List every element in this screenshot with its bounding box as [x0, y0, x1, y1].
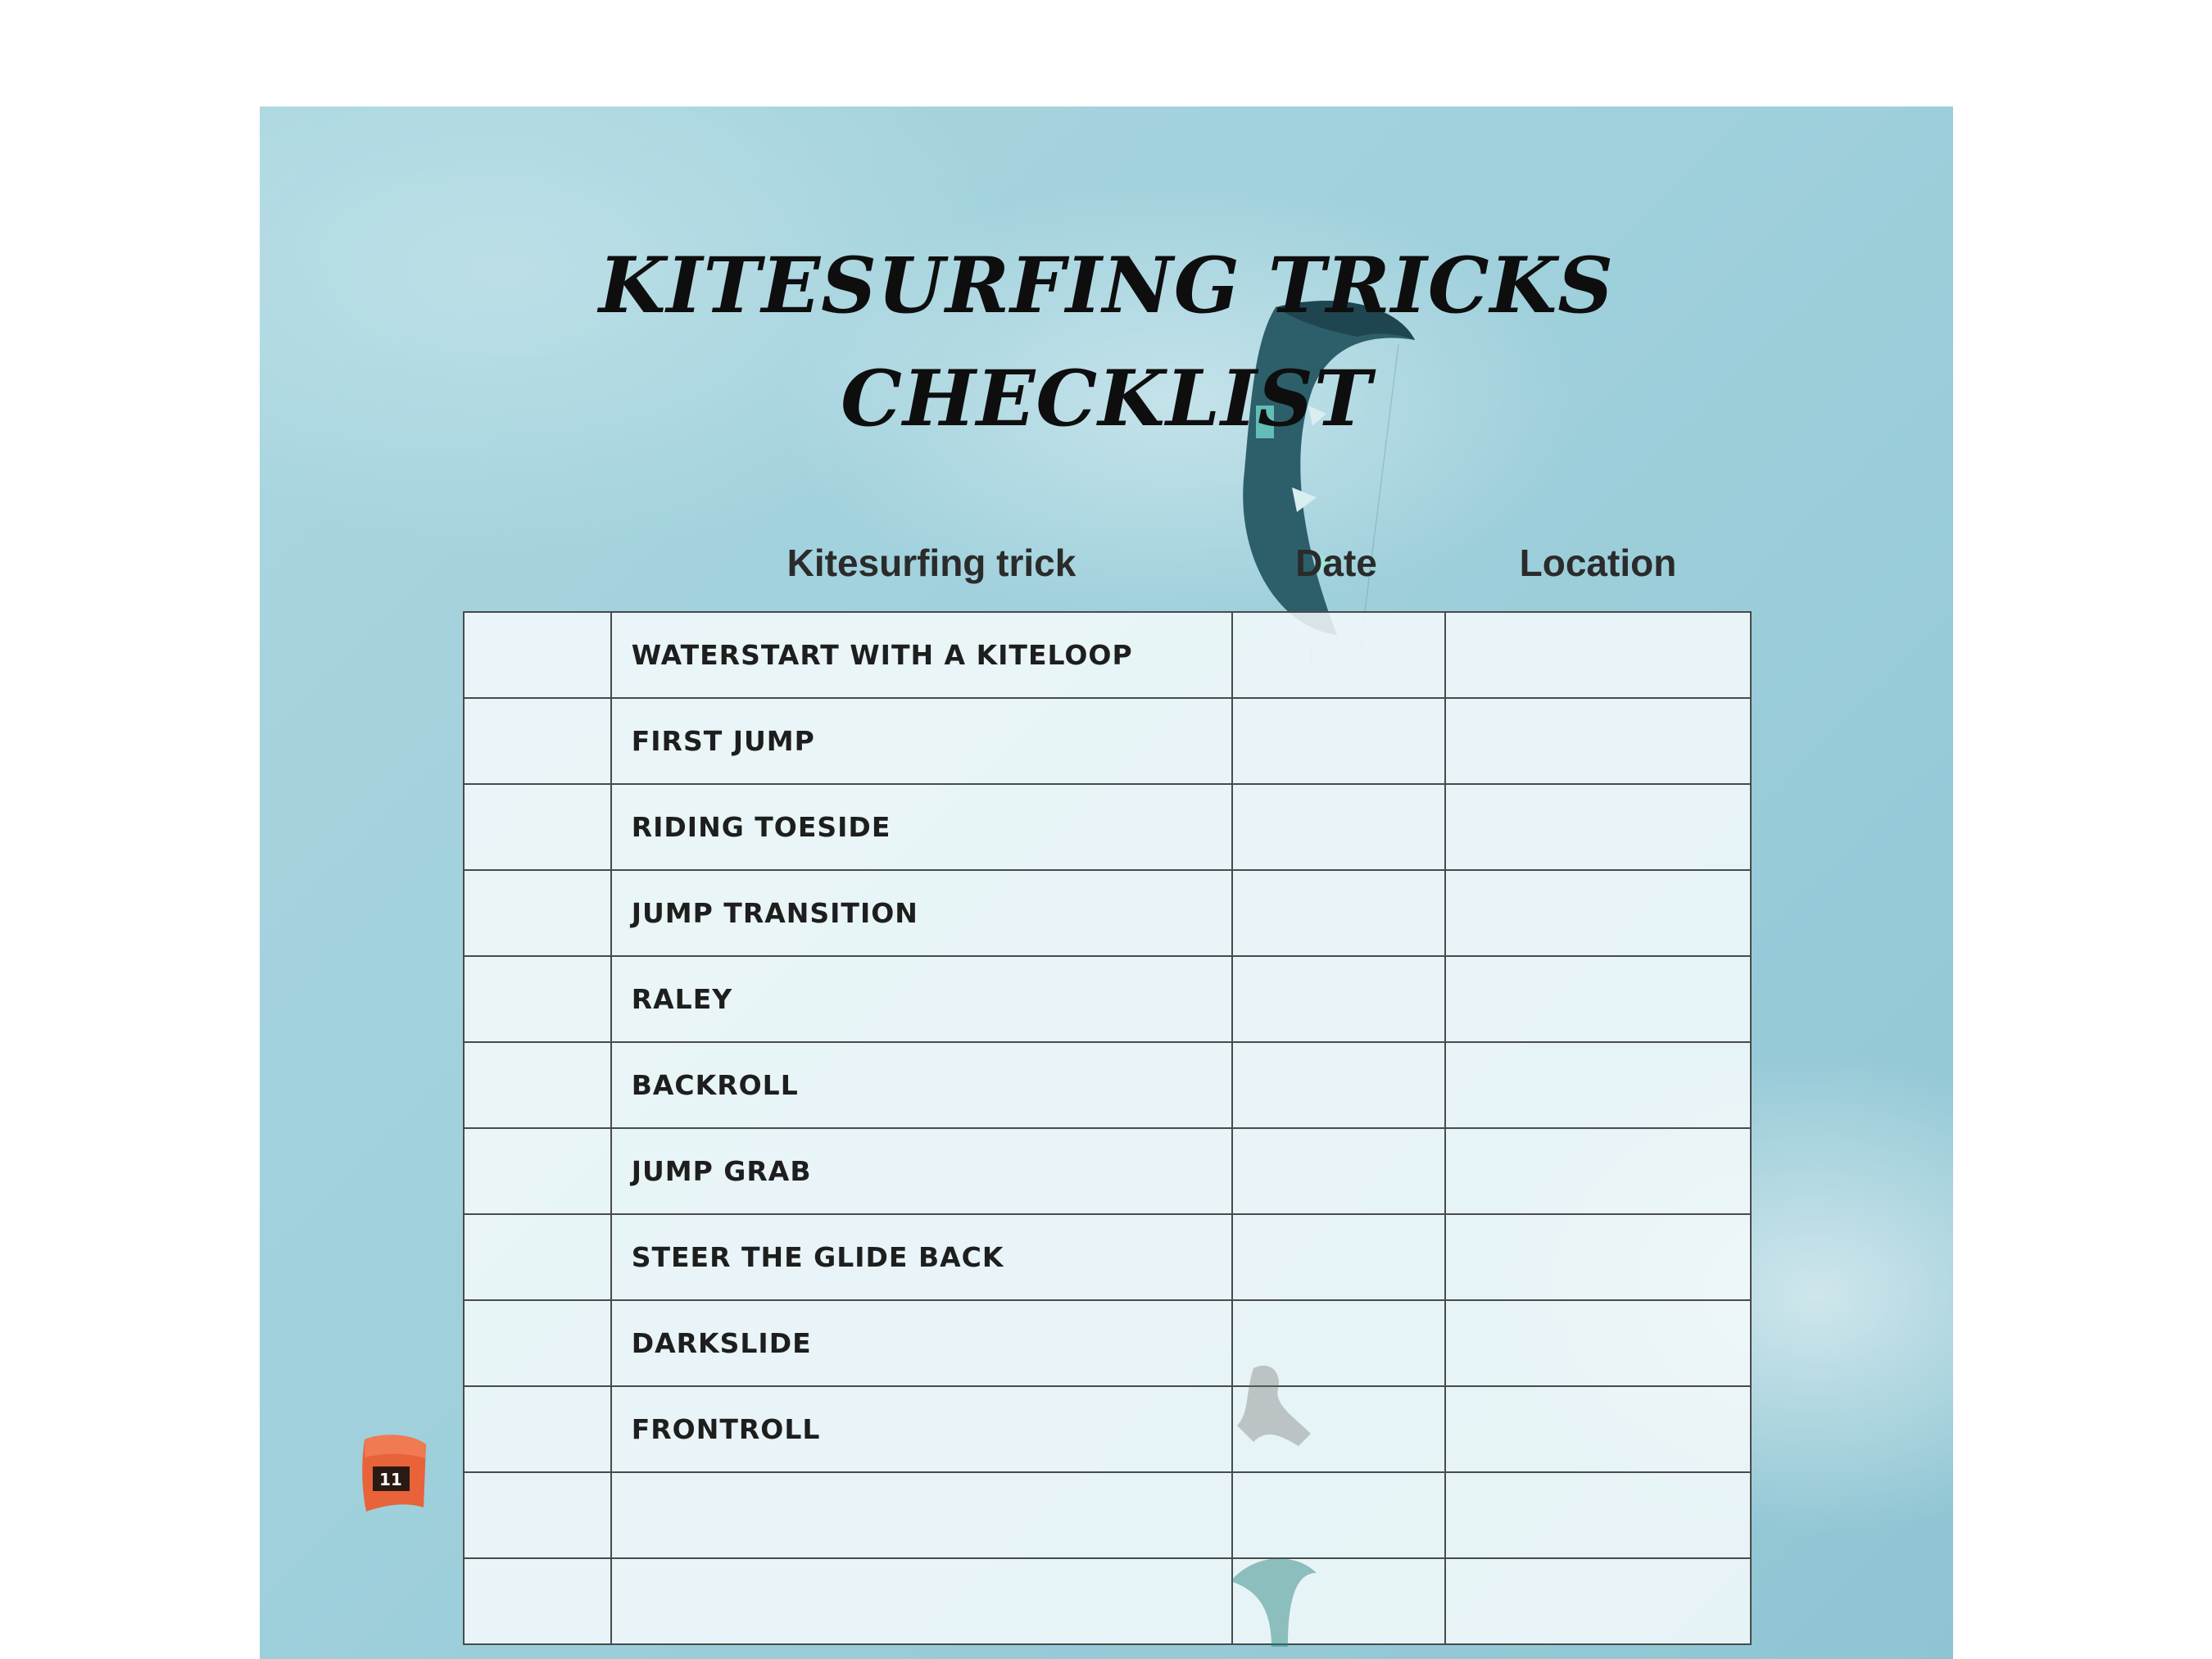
- trick-cell: [611, 784, 1232, 870]
- check-box-cell[interactable]: [464, 1214, 611, 1300]
- check-box-cell[interactable]: [464, 1128, 611, 1214]
- trick-name: STEER THE GLIDE BACK: [631, 1241, 1004, 1273]
- trick-cell[interactable]: [611, 1472, 1232, 1558]
- check-box-cell[interactable]: [464, 612, 611, 698]
- trick-name: JUMP TRANSITION: [631, 897, 918, 929]
- orange-kite-photo: [356, 1430, 430, 1520]
- small-kite-photo: [1222, 1548, 1321, 1647]
- table-row: [464, 1214, 1751, 1300]
- trick-cell: [611, 956, 1232, 1042]
- trick-cell: [611, 612, 1232, 698]
- title-line-1: KITESURFING TRICKS: [598, 241, 1615, 331]
- table-row: [464, 956, 1751, 1042]
- table-row: [464, 1042, 1751, 1128]
- header-trick: Kitesurfing trick: [786, 542, 1077, 584]
- check-box-cell[interactable]: [464, 1472, 611, 1558]
- trick-cell: [611, 870, 1232, 956]
- table-row: [464, 1128, 1751, 1214]
- date-cell[interactable]: [1232, 698, 1445, 784]
- table-row: [464, 870, 1751, 956]
- check-box-cell[interactable]: [464, 1386, 611, 1472]
- location-cell[interactable]: [1445, 1214, 1751, 1300]
- kitesurfer-photo: [1221, 1352, 1319, 1466]
- location-cell[interactable]: [1445, 1042, 1751, 1128]
- date-cell[interactable]: [1232, 1042, 1445, 1128]
- table-row: [464, 1386, 1751, 1472]
- trick-name: FRONTROLL: [631, 1413, 821, 1445]
- title-line-2: CHECKLIST: [841, 354, 1372, 444]
- date-cell[interactable]: [1232, 1472, 1445, 1558]
- date-cell[interactable]: [1232, 956, 1445, 1042]
- trick-cell[interactable]: [611, 1558, 1232, 1644]
- table-row: [464, 1472, 1751, 1558]
- location-cell[interactable]: [1445, 956, 1751, 1042]
- tricks-table: [463, 611, 1752, 1645]
- location-cell[interactable]: [1445, 612, 1751, 698]
- location-cell[interactable]: [1445, 1300, 1751, 1386]
- trick-name: RALEY: [631, 983, 733, 1015]
- trick-name: JUMP GRAB: [631, 1155, 812, 1187]
- check-box-cell[interactable]: [464, 956, 611, 1042]
- check-box-cell[interactable]: [464, 698, 611, 784]
- table-row: [464, 1558, 1751, 1644]
- date-cell[interactable]: [1232, 612, 1445, 698]
- page-title: [260, 229, 1953, 456]
- header-date: Date: [1295, 542, 1377, 584]
- trick-name: BACKROLL: [631, 1069, 799, 1101]
- trick-cell: [611, 1042, 1232, 1128]
- location-cell[interactable]: [1445, 698, 1751, 784]
- date-cell[interactable]: [1232, 1128, 1445, 1214]
- check-box-cell[interactable]: [464, 1558, 611, 1644]
- date-cell[interactable]: [1232, 870, 1445, 956]
- trick-cell: [611, 1214, 1232, 1300]
- table-row: [464, 612, 1751, 698]
- location-cell[interactable]: [1445, 1472, 1751, 1558]
- check-box-cell[interactable]: [464, 1300, 611, 1386]
- trick-name: FIRST JUMP: [631, 725, 815, 757]
- check-box-cell[interactable]: [464, 784, 611, 870]
- trick-cell: [611, 1300, 1232, 1386]
- trick-name: WATERSTART WITH A KITELOOP: [631, 639, 1133, 671]
- table-headers: [260, 541, 1953, 598]
- table-row: [464, 1300, 1751, 1386]
- header-location: Location: [1519, 542, 1677, 584]
- table-row: [464, 698, 1751, 784]
- location-cell[interactable]: [1445, 784, 1751, 870]
- svg-text:11: 11: [379, 1470, 402, 1489]
- location-cell[interactable]: [1445, 870, 1751, 956]
- check-box-cell[interactable]: [464, 1042, 611, 1128]
- location-cell[interactable]: [1445, 1386, 1751, 1472]
- trick-cell: [611, 1128, 1232, 1214]
- location-cell[interactable]: [1445, 1558, 1751, 1644]
- trick-name: RIDING TOESIDE: [631, 811, 891, 843]
- trick-cell: [611, 698, 1232, 784]
- trick-cell: [611, 1386, 1232, 1472]
- table-row: [464, 784, 1751, 870]
- trick-name: DARKSLIDE: [631, 1327, 812, 1359]
- date-cell[interactable]: [1232, 1214, 1445, 1300]
- check-box-cell[interactable]: [464, 870, 611, 956]
- date-cell[interactable]: [1232, 784, 1445, 870]
- checklist-page: [260, 107, 1953, 1659]
- location-cell[interactable]: [1445, 1128, 1751, 1214]
